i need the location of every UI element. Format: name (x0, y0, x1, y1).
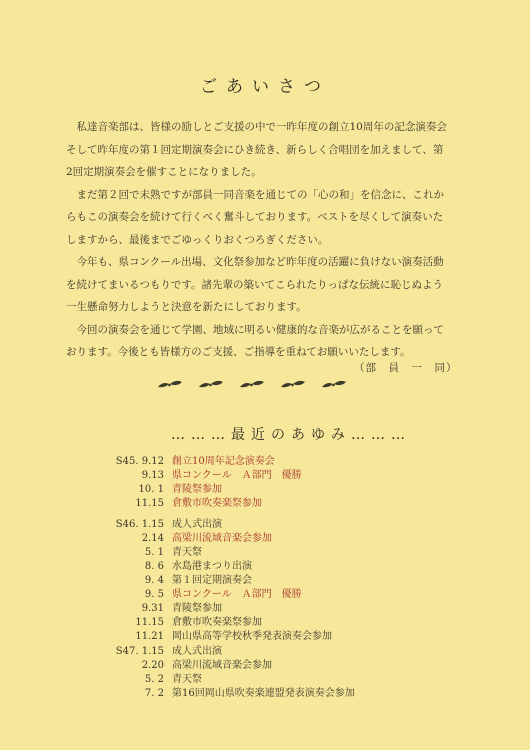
history-event: 倉敷市吹奏楽祭参加 (172, 498, 262, 509)
greeting-line: そして昨年度の第１回定期演奏会にひき続き、新らしく合唱団を加えまして、第 (66, 143, 444, 156)
greeting-line: しますから、最後までごゆっくりおくつろぎください。 (66, 233, 329, 246)
history-event: 第16回岡山県吹奏楽連盟発表演奏会参加 (172, 688, 355, 699)
history-event: 水島港まつり出演 (172, 561, 252, 572)
greeting-title: ごあいさつ (200, 77, 330, 97)
history-event: 第１回定期演奏会 (172, 575, 252, 586)
history-date: S46. 1.15 (115, 519, 164, 530)
history-date: 5. 2 (144, 674, 164, 685)
history-date: S47. 1.15 (115, 646, 164, 657)
history-date: 11.21 (135, 631, 164, 642)
history-event: 県コンクール Ａ部門 優勝 (172, 589, 302, 600)
greeting-line: 私達音楽部は、皆様の励しとご支援の中で一昨年度の創立10周年の記念演奏会 (76, 121, 447, 133)
history-date: 8. 6 (144, 561, 164, 572)
history-event: 創立10周年記念演奏会 (172, 456, 275, 467)
history-event: 県コンクール Ａ部門 優勝 (172, 470, 302, 481)
greeting-line: まだ第２回で未熟ですが部員一同音楽を通じての「心の和」を信念に、これか (76, 188, 444, 201)
greeting-line: 今回の演奏会を通じて学園、地域に明るい健康的な音楽が広がることを願って (76, 323, 444, 336)
history-event: 高梁川流域音楽会参加 (172, 533, 272, 544)
history-date: 11.15 (135, 617, 164, 628)
history-date: S45. 9.12 (115, 456, 164, 467)
history-event: 青陵祭参加 (172, 603, 222, 614)
history-date: 11.15 (135, 498, 164, 509)
history-event: 高梁川流域音楽会参加 (172, 660, 272, 671)
greeting-line: おります。今後とも皆様方のご支援、ご指導を重ねてお願いいたします。 (66, 346, 411, 358)
history-date: 2.14 (141, 533, 164, 544)
greeting-line: らもこの演奏会を続けて行くべく奮斗しております。ベストを尽くして演奏いた (66, 211, 444, 223)
history-event: 青天祭 (172, 547, 202, 558)
history-event: 青陵祭参加 (172, 484, 222, 495)
history-event: 青天祭 (172, 674, 202, 685)
history-date: 9. 4 (144, 575, 164, 586)
history-event: 成人式出演 (172, 646, 222, 657)
greeting-line: を続けてまいるつもりです。諸先輩の築いてこられたりっぱな伝統に恥じぬよう (66, 278, 444, 291)
history-date: 9.31 (141, 603, 164, 614)
history-date: 10. 1 (138, 484, 164, 495)
greeting-line: 今年も、県コンクール出場、文化祭参加など昨年度の活躍に負けない演奏活動 (76, 256, 444, 268)
history-date: 7. 2 (144, 688, 164, 699)
history-title: ………最近のあゆみ……… (171, 427, 411, 443)
greeting-line: 2回定期演奏会を催すことになりました。 (66, 166, 262, 178)
history-date: 2.20 (141, 660, 164, 671)
signature: （部 員 一 同） (354, 362, 458, 374)
history-event: 倉敷市吹奏楽祭参加 (172, 617, 262, 628)
history-date: 9.13 (141, 470, 164, 481)
history-date: 5. 1 (144, 547, 164, 558)
history-date: 9. 5 (144, 589, 164, 600)
greeting-line: 一生懸命努力しようと決意を新たにしております。 (66, 301, 307, 313)
history-event: 岡山県高等学校秋季発表演奏会参加 (172, 631, 332, 642)
history-event: 成人式出演 (172, 519, 222, 530)
